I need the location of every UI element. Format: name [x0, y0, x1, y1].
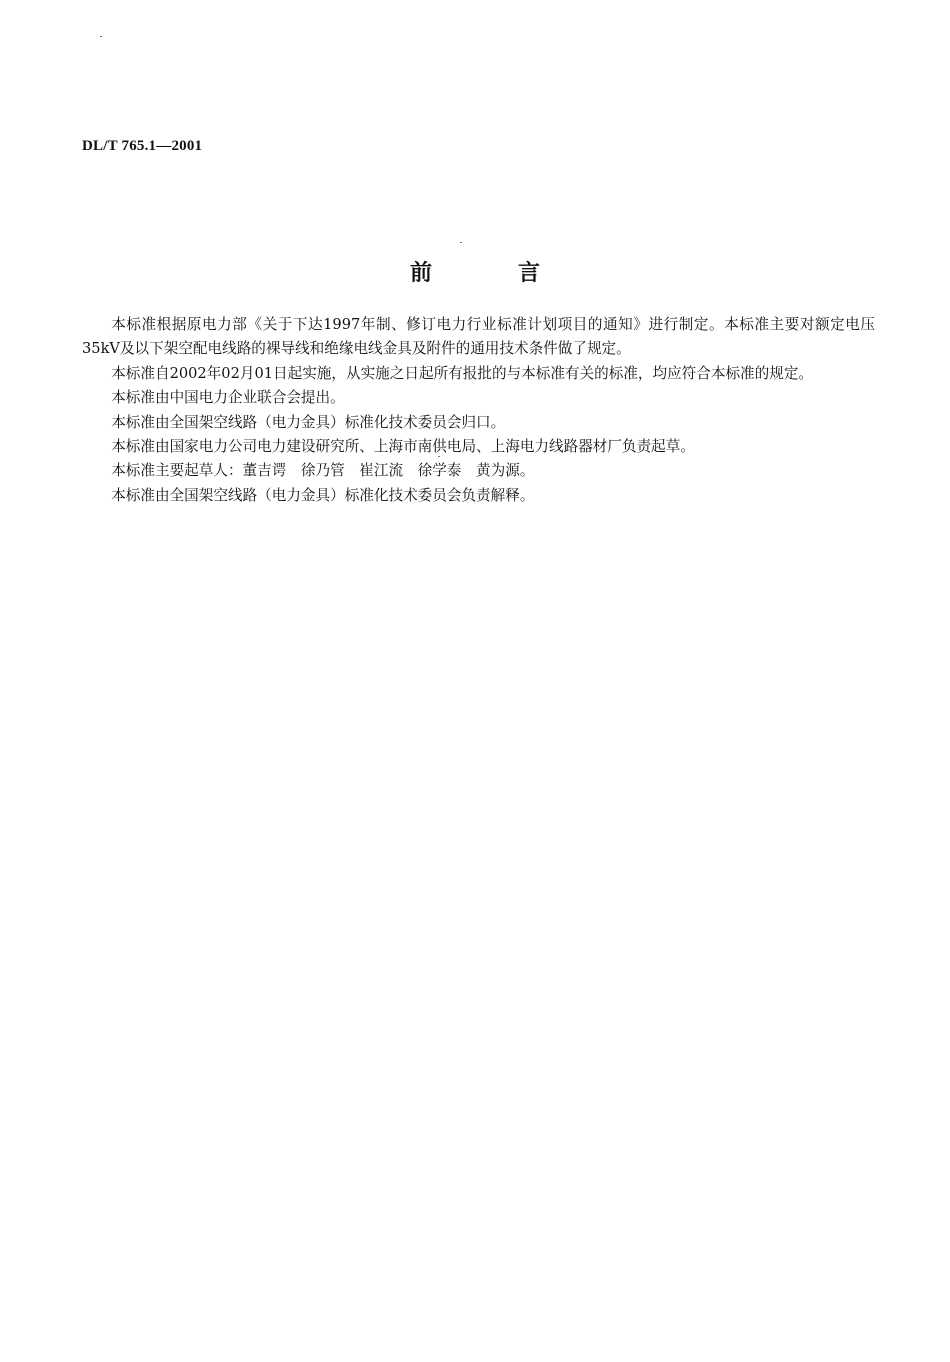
paragraph: 本标准根据原电力部《关于下达1997年制、修订电力行业标准计划项目的通知》进行制定。本标准主要对额定电压35kV及以下架空配电线路的裸导线和绝缘电线金具及附件的通用技术条件做了规定。 [82, 316, 875, 358]
paragraph: 本标准由全国架空线路（电力金具）标准化技术委员会负责解释。 [111, 486, 535, 504]
paragraph: 本标准由国家电力公司电力建设研究所、上海市南供电局、上海电力线路器材厂负责起草。 [111, 438, 695, 456]
paragraph: 本标准由中国电力企业联合会提出。 [111, 389, 345, 407]
scan-speck [100, 36, 102, 37]
paragraph: 本标准自2002年02月01日起实施，从实施之日起所有报批的与本标准有关的标准，均应符合本标准的规定。 [111, 364, 814, 382]
paragraph: 本标准主要起草人：董吉谔 徐乃管 崔江流 徐学泰 黄为源。 [111, 462, 535, 480]
standard-code: DL/T 765.1—2001 [82, 138, 203, 154]
page-title [0, 256, 950, 287]
title-char-1: 前 [409, 260, 432, 286]
paragraph: 本标准由全国架空线路（电力金具）标准化技术委员会归口。 [111, 413, 506, 431]
foreword-body [82, 313, 875, 508]
title-char-2: 言 [518, 260, 541, 286]
scan-speck [460, 242, 462, 243]
